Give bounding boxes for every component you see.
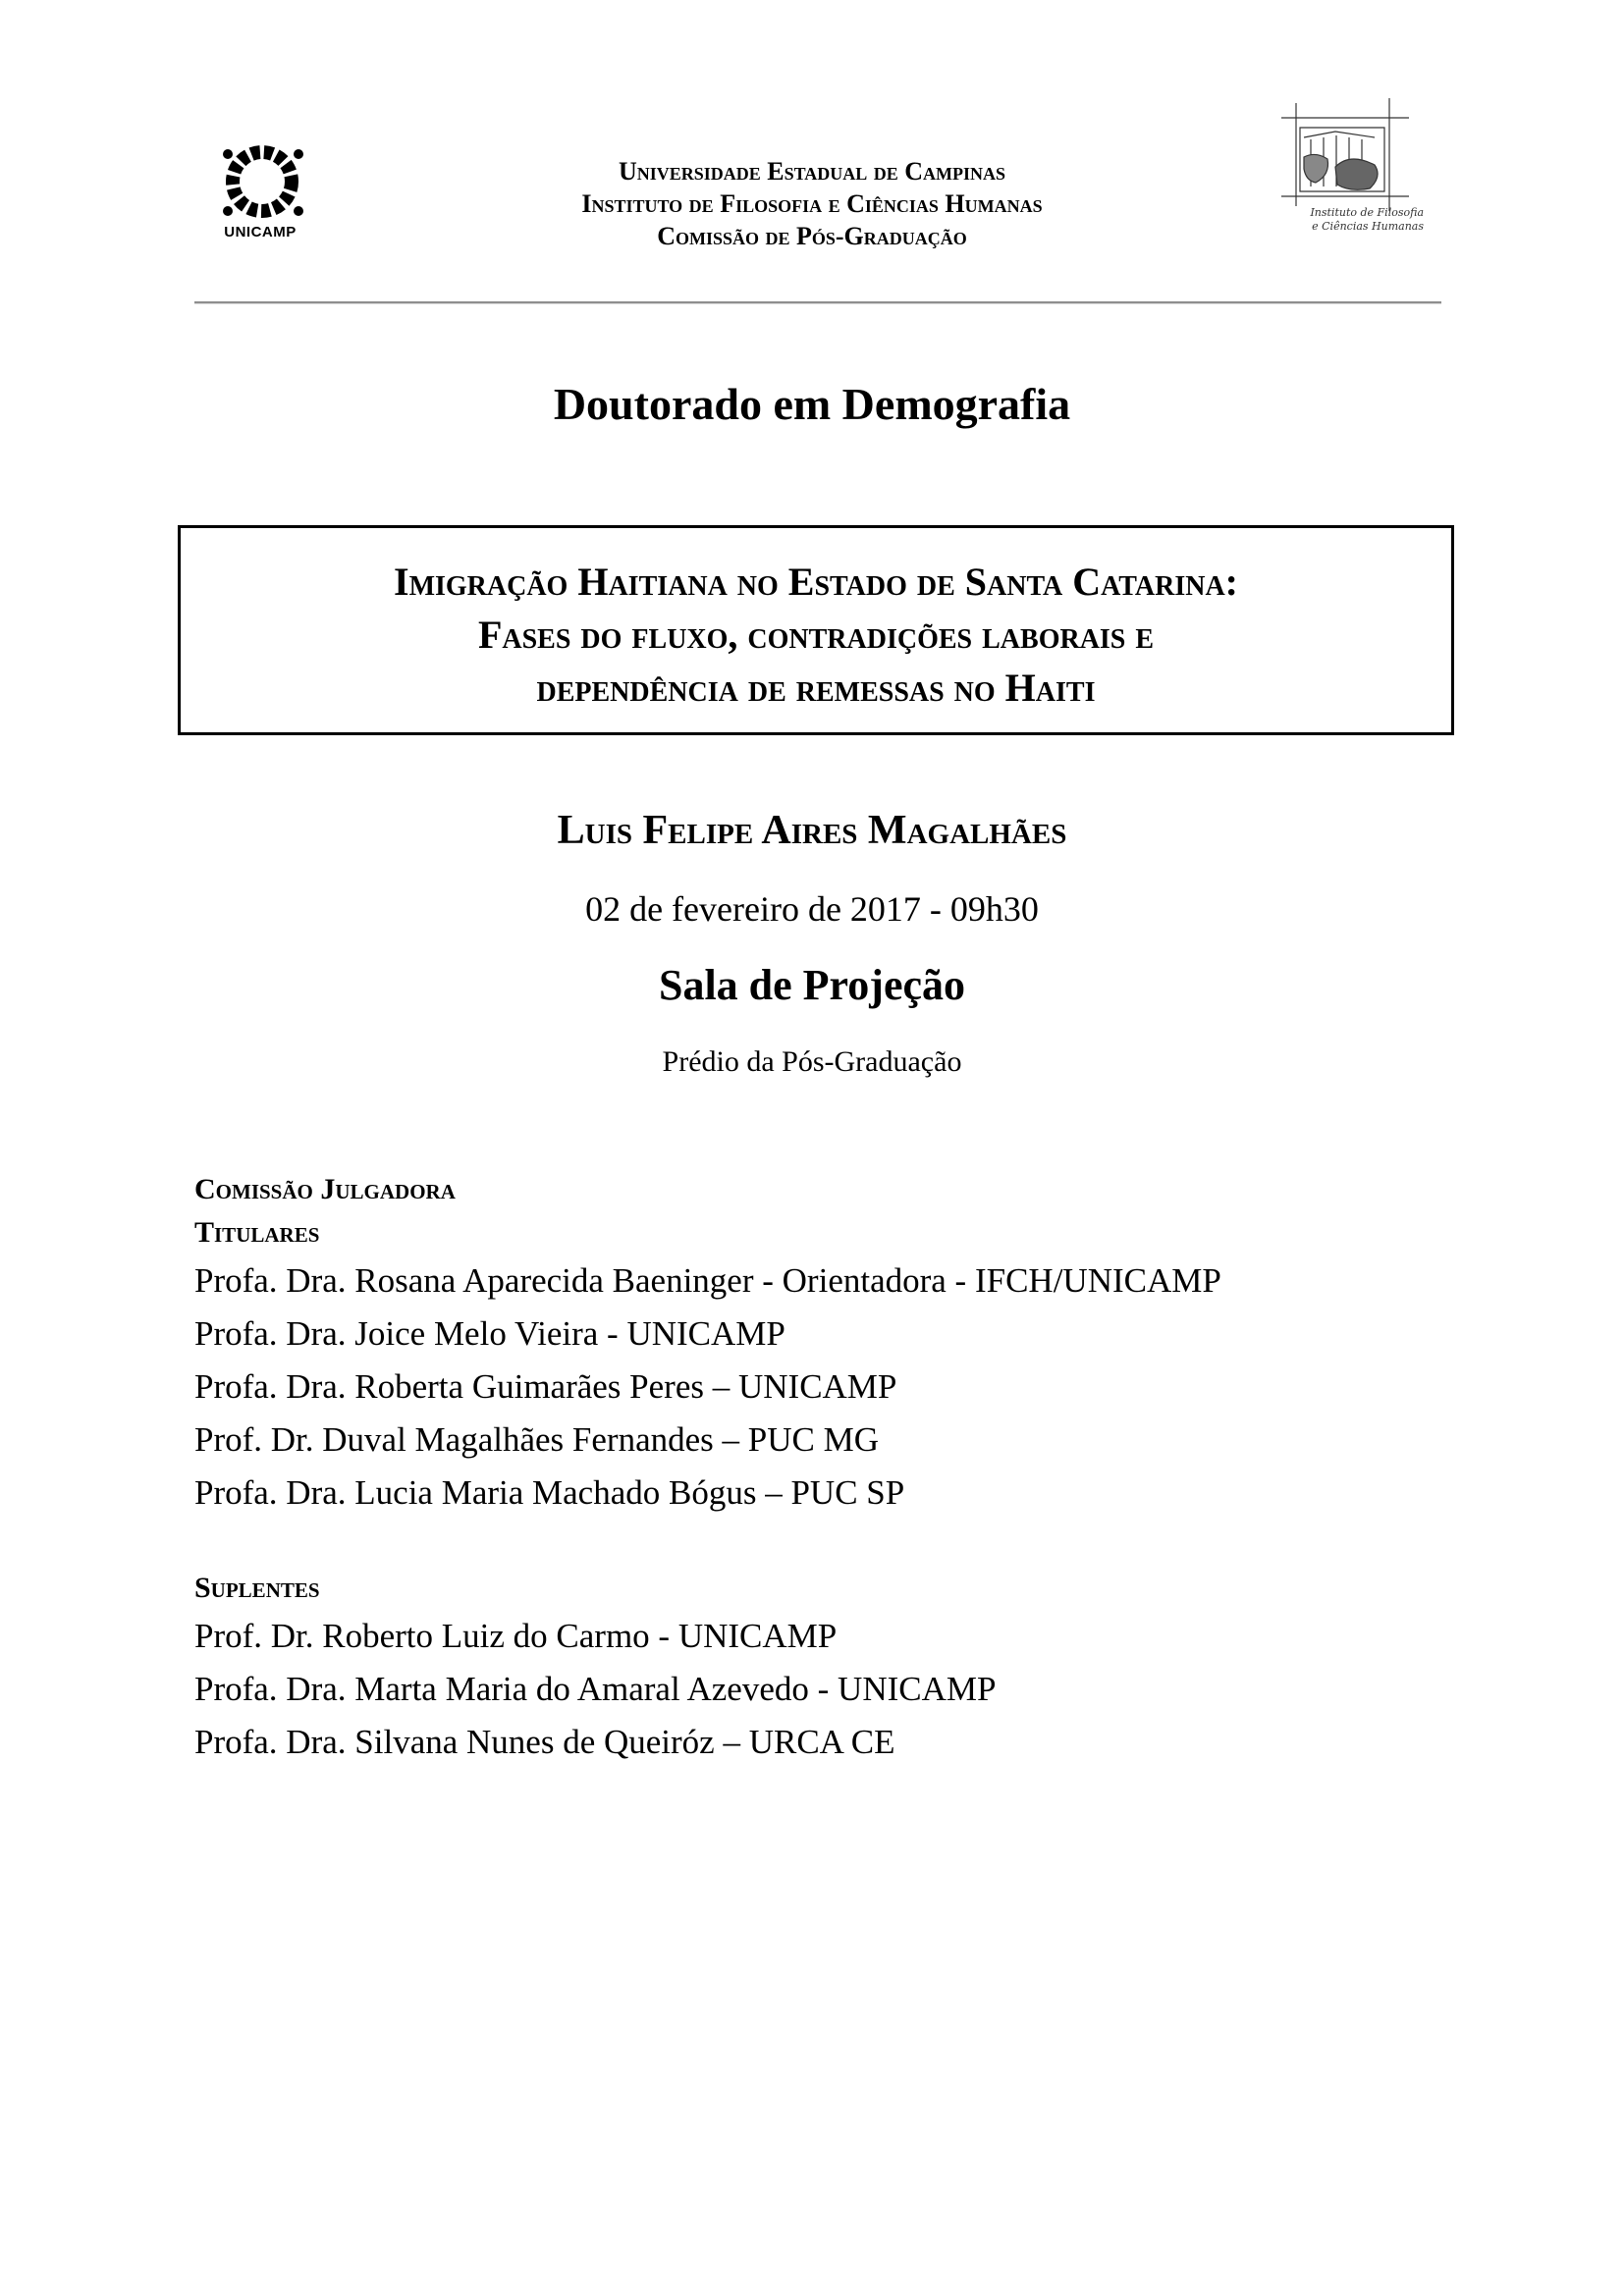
institution-header [295, 155, 1329, 252]
thesis-title-line-1: Imigração Haitiana no Estado de Santa Catarina: [394, 560, 1238, 604]
unicamp-logo-label: UNICAMP [224, 224, 297, 240]
list-item: Profa. Dra. Roberta Guimarães Peres – UNICAMP [194, 1367, 897, 1406]
defense-building: Prédio da Pós-Graduação [662, 1045, 962, 1078]
committee-heading: Comissão Julgadora [194, 1173, 456, 1205]
list-item: Prof. Dr. Duval Magalhães Fernandes – PUC MG [194, 1420, 879, 1459]
thesis-title-line-3: dependência de remessas no Haiti [536, 666, 1096, 710]
suplentes-list [194, 1610, 1471, 1769]
ifch-logo-label-line1: Instituto de Filosofia [1310, 206, 1424, 219]
suplentes-heading: Suplentes [194, 1572, 320, 1604]
list-item: Profa. Dra. Marta Maria do Amaral Azevedo - UNICAMP [194, 1670, 997, 1708]
list-item: Prof. Dr. Roberto Luiz do Carmo - UNICAMP [194, 1617, 838, 1655]
list-item: Profa. Dra. Rosana Aparecida Baeninger - Orientadora - IFCH/UNICAMP [194, 1261, 1221, 1300]
commission-name: Comissão de Pós-Graduação [657, 222, 967, 250]
titulares-list [194, 1255, 1471, 1520]
list-item: Profa. Dra. Joice Melo Vieira - UNICAMP [194, 1314, 785, 1353]
university-name: Universidade Estadual de Campinas [618, 157, 1006, 186]
defense-room: Sala de Projeção [658, 961, 966, 1009]
titulares-heading: Titulares [194, 1216, 320, 1249]
header-divider [194, 301, 1441, 304]
institute-name: Instituto de Filosofia e Ciências Humanas [581, 189, 1043, 218]
committee-section [194, 1168, 1471, 1769]
list-item: Profa. Dra. Lucia Maria Machado Bógus – PUC SP [194, 1473, 905, 1512]
program-title: Doutorado em Demografia [553, 379, 1071, 429]
list-item: Profa. Dra. Silvana Nunes de Queiróz – URCA CE [194, 1723, 895, 1761]
ifch-logo-label-line2: e Ciências Humanas [1312, 220, 1424, 233]
thesis-title-line-2: Fases do fluxo, contradições laborais e [477, 613, 1155, 657]
section-spacer [194, 1520, 1471, 1567]
author-name: Luis Felipe Aires Magalhães [557, 808, 1067, 853]
thesis-title-box [178, 525, 1454, 735]
defense-date-time: 02 de fevereiro de 2017 - 09h30 [585, 889, 1039, 929]
